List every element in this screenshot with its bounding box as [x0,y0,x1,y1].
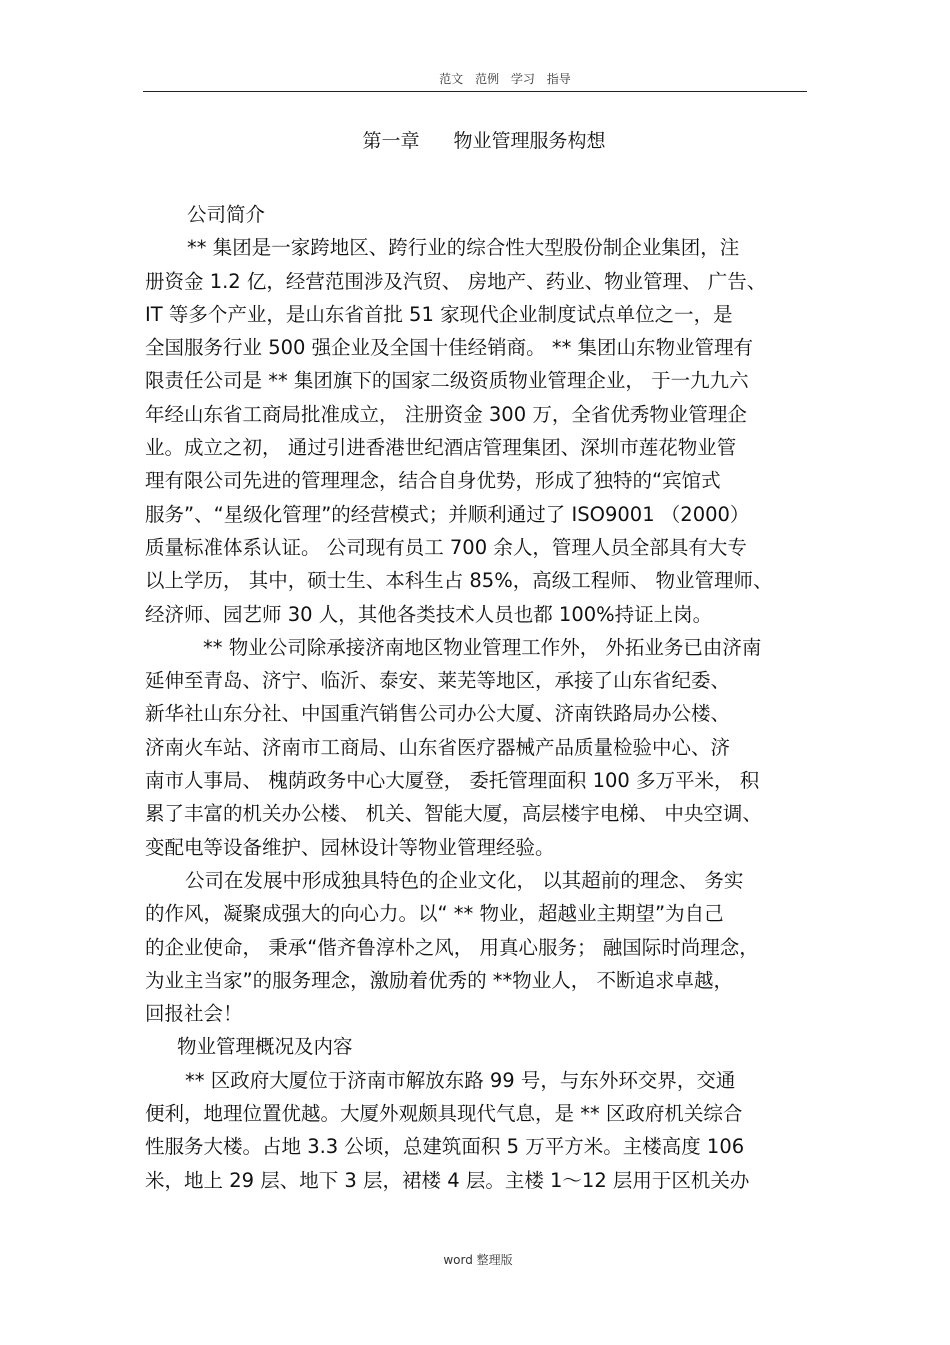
text-line: 限责任公司是 ** 集团旗下的国家二级资质物业管理企业， 于一九九六 [145,369,749,393]
text-line: 米，地上 29 层、地下 3 层，裙楼 4 层。主楼 1～12 层用于区机关办 [145,1168,750,1192]
section-heading: 物业管理概况及内容 [177,1035,353,1059]
section-heading: 公司简介 [187,203,266,226]
text-line: 业。成立之初， 通过引进香港世纪酒店管理集团、深圳市莲花物业管 [145,436,737,460]
text-line: 的企业使命， 秉承“偕齐鲁淳朴之风， 用真心服务； 融国际时尚理念， [145,935,759,959]
page-header: 范文 范例 学习 指导 [439,72,571,86]
paragraph [145,1064,807,1197]
text-line: 便利，地理位置优越。大厦外观颇具现代气息，是 ** 区政府机关综合 [145,1102,743,1126]
chapter-number: 第一章 [362,130,420,152]
text-line: 南市人事局、 槐荫政务中心大厦登， 委托管理面积 100 多万平米， 积 [145,769,760,793]
text-line: 的作风，凝聚成强大的向心力。以“ ** 物业，超越业主期望”为自己 [145,902,724,926]
text-line: 新华社山东分社、中国重汽销售公司办公大厦、济南铁路局办公楼、 [145,702,731,726]
text-line: 公司在发展中形成独具特色的企业文化， 以其超前的理念、 务实 [185,868,744,892]
document-body [145,198,807,1197]
text-line: 经济师、园艺师 30 人，其他各类技术人员也都 100%持证上岗。 [145,602,713,626]
text-line: 济南火车站、济南市工商局、山东省医疗器械产品质量检验中心、济 [145,735,731,759]
text-line: 服务”、“星级化管理”的经营模式；并顺利通过了 ISO9001 （2000） [145,502,750,526]
text-line: 变配电等设备维护、园林设计等物业管理经验。 [145,835,555,859]
paragraph [145,631,807,864]
chapter-title [0,126,950,153]
paragraph [145,231,807,631]
text-line: ** 区政府大厦位于济南市解放东路 99 号，与东外环交界，交通 [185,1068,736,1092]
text-line: 册资金 1.2 亿，经营范围涉及汽贸、 房地产、药业、物业管理、 广告、 [145,269,767,293]
text-line: 累了丰富的机关办公楼、 机关、智能大厦，高层楼宇电梯、 中央空调、 [145,802,762,826]
text-line: 年经山东省工商局批准成立， 注册资金 300 万，全省优秀物业管理企 [145,402,747,426]
text-line: 为业主当家”的服务理念，激励着优秀的 **物业人， 不断追求卓越， [145,968,733,992]
paragraph [145,864,807,1030]
text-line: IT 等多个产业，是山东省首批 51 家现代企业制度试点单位之一，是 [145,302,733,326]
text-line: ** 物业公司除承接济南地区物业管理工作外， 外拓业务已由济南 [203,635,762,659]
header-rule [143,91,807,92]
text-line: 延伸至青岛、济宁、临沂、泰安、莱芜等地区，承接了山东省纪委、 [145,669,731,693]
text-line: 质量标准体系认证。 公司现有员工 700 余人，管理人员全部具有大专 [145,535,747,559]
text-line: 以上学历， 其中，硕士生、本科生占 85%，高级工程师、 物业管理师、 [145,569,773,593]
text-line: 理有限公司先进的管理理念，结合自身优势，形成了独特的“宾馆式 [145,469,721,493]
text-line: 性服务大楼。占地 3.3 公顷，总建筑面积 5 万平方米。主楼高度 106 [145,1135,745,1159]
chapter-name: 物业管理服务构想 [453,130,606,152]
text-line: ** 集团是一家跨地区、跨行业的综合性大型股份制企业集团，注 [187,236,740,260]
text-line: 全国服务行业 500 强企业及全国十佳经销商。 ** 集团山东物业管理有 [145,336,754,360]
page-footer: word 整理版 [443,1253,513,1267]
text-line: 回报社会！ [145,1002,243,1026]
